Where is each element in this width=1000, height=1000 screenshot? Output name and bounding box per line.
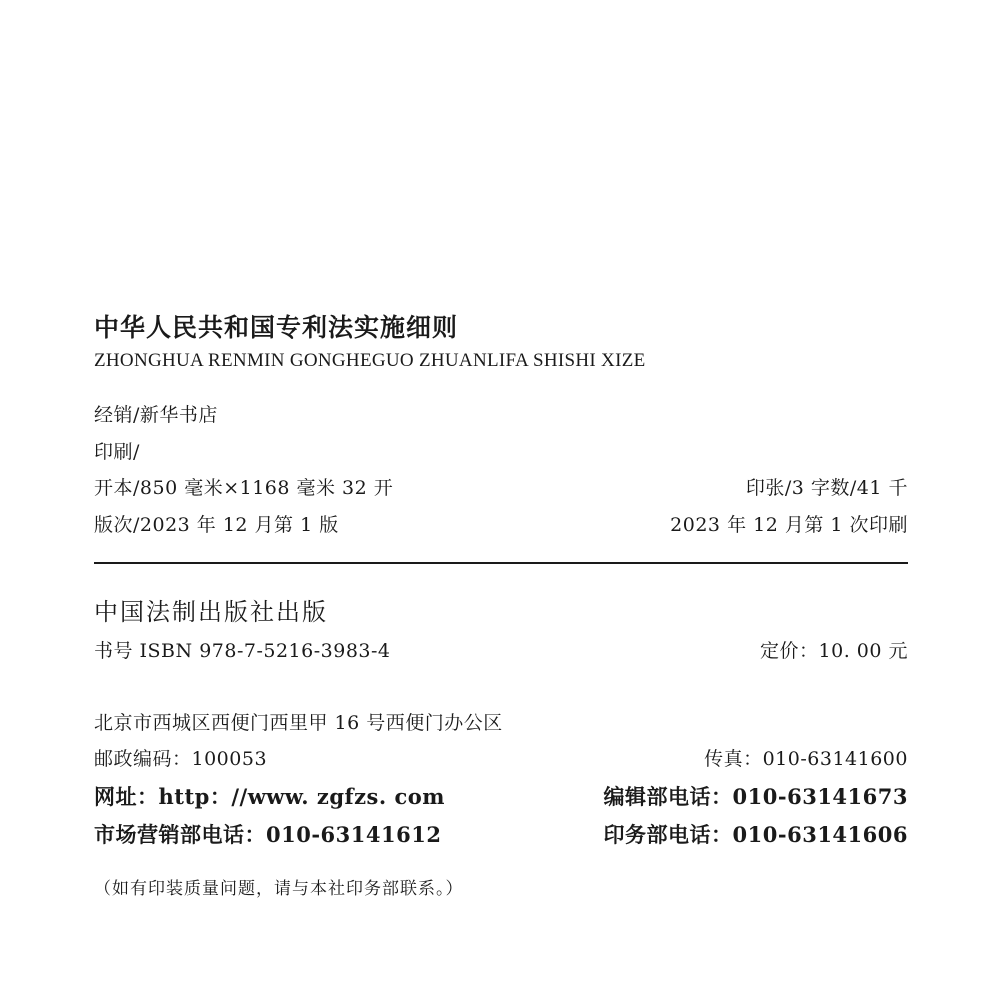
format: 开本/850 毫米×1168 毫米 32 开 <box>94 477 394 499</box>
edition-row <box>94 510 908 537</box>
marketing-phone: 市场营销部电话：010-63141612 <box>94 822 442 847</box>
book-title-row <box>94 308 908 344</box>
website: 网址：http：//www. zgfzs. com <box>94 784 445 809</box>
isbn: 书号 ISBN 978-7-5216-3983-4 <box>94 640 391 662</box>
postcode-row <box>94 744 908 771</box>
editorial-phone: 编辑部电话：010-63141673 <box>603 784 908 809</box>
printer: 印刷/ <box>94 441 140 463</box>
printer-row <box>94 437 908 464</box>
note-row <box>94 874 908 899</box>
distributor-row <box>94 400 908 427</box>
printing-phone: 印务部电话：010-63141606 <box>603 822 908 847</box>
phone-row <box>94 819 908 849</box>
distributor: 经销/新华书店 <box>94 404 218 426</box>
publisher-row <box>94 592 908 627</box>
address: 北京市西城区西便门西里甲 16 号西便门办公区 <box>94 712 503 734</box>
fax: 传真：010-63141600 <box>704 748 908 770</box>
copyright-page <box>94 0 908 1000</box>
book-pinyin-row <box>94 350 908 372</box>
quality-note: （如有印装质量问题，请与本社印务部联系。） <box>94 879 464 899</box>
website-row <box>94 781 908 811</box>
edition: 版次/2023 年 12 月第 1 版 <box>94 514 339 536</box>
printing: 2023 年 12 月第 1 次印刷 <box>670 514 908 536</box>
sheets-words: 印张/3 字数/41 千 <box>745 477 908 499</box>
publisher-name: 中国法制出版社出版 <box>94 598 328 626</box>
address-row <box>94 708 908 735</box>
price: 定价：10. 00 元 <box>760 640 908 662</box>
divider <box>94 562 908 564</box>
book-title-pinyin: ZHONGHUA RENMIN GONGHEGUO ZHUANLIFA SHISHI XIZE <box>94 350 646 371</box>
book-title: 中华人民共和国专利法实施细则 <box>94 313 459 342</box>
postcode: 邮政编码：100053 <box>94 748 268 770</box>
format-row <box>94 473 908 500</box>
isbn-row <box>94 636 908 663</box>
